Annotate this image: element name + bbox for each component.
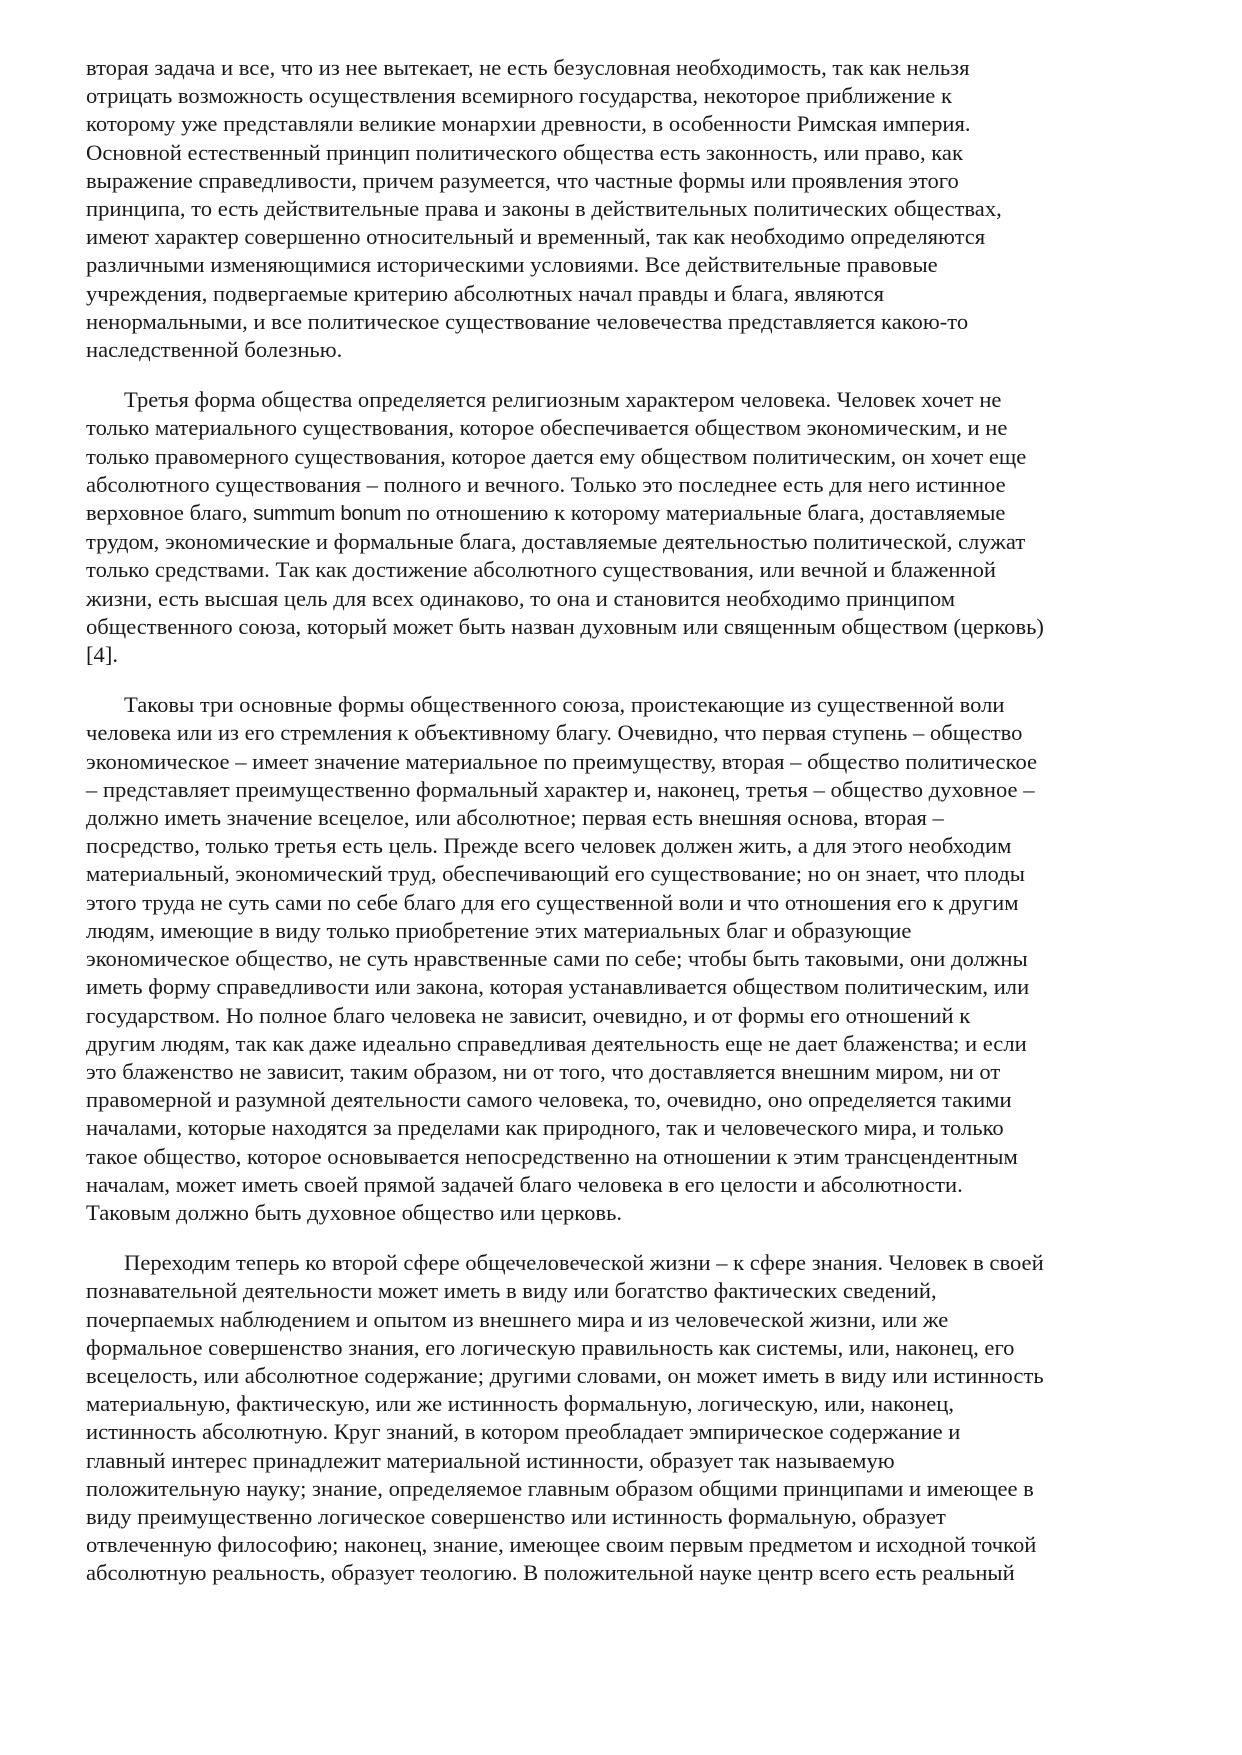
text-line: трудом, экономические и формальные блага, доставляемые деятельностью политической, служат <box>86 529 1026 555</box>
paragraph-4 <box>86 1249 1168 1587</box>
text-line: Таковым должно быть духовное общество или церковь. <box>86 1199 623 1225</box>
paragraph-3 <box>86 691 1168 1227</box>
text-line: принципа, то есть действительные права и законы в действительных политических обществах, <box>86 196 1002 222</box>
text-line: экономическое – имеет значение материальное по преимуществу, вторая – общество политическое <box>86 748 1038 774</box>
text-line: материальный, экономический труд, обеспечивающий его существование; но он знает, что плоды <box>86 861 1025 887</box>
text-line: экономическое общество, не суть нравственные сами по себе; чтобы быть таковыми, они должны <box>86 946 1028 972</box>
text-line: [4]. <box>86 642 118 668</box>
text-line: формальное совершенство знания, его логическую правильность как системы, или, наконец, его <box>86 1334 1015 1360</box>
text-line: людям, имеющие в виду только приобретение этих материальных благ и образующие <box>86 917 912 943</box>
text-line: виду преимущественно логическое совершенство или истинность формальную, образует <box>86 1503 946 1529</box>
text-line: такое общество, которое основывается непосредственно на отношении к этим трансцендентным <box>86 1143 1018 1169</box>
text-line: почерпаемых наблюдением и опытом из внешнего мира и из человеческой жизни, или же <box>86 1306 949 1332</box>
text-line: Третья форма общества определяется религиозным характером человека. Человек хочет не <box>124 387 1002 413</box>
text-line: познавательной деятельности может иметь в виду или богатство фактических сведений, <box>86 1278 937 1304</box>
text-line: верховное благо, summum bonum по отношению к которому материальные блага, доставляемые <box>86 500 1006 526</box>
text-line: посредство, только третья есть цель. Прежде всего человек должен жить, а для этого необходим <box>86 833 1012 859</box>
text-line: этого труда не суть сами по себе благо для его существенной воли и что отношения его к другим <box>86 889 1019 915</box>
text-line: только средствами. Так как достижение абсолютного существования, или вечной и блаженной <box>86 557 996 583</box>
text-line: только материального существования, которое обеспечивается обществом экономическим, и не <box>86 415 1008 441</box>
paragraph-2 <box>86 386 1168 669</box>
text-line: должно иметь значение всецелое, или абсолютное; первая есть внешняя основа, вторая – <box>86 805 944 831</box>
text-line: отрицать возможность осуществления всемирного государства, некоторое приближение к <box>86 83 952 109</box>
text-line: иметь форму справедливости или закона, которая устанавливается обществом политическим, или <box>86 974 1030 1000</box>
paragraph-1 <box>86 54 1168 364</box>
text-line: только правомерного существования, которое дается ему обществом политическим, он хочет еще <box>86 443 1027 469</box>
text-line: правомерной и разумной деятельности самого человека, то, очевидно, оно определяется такими <box>86 1087 1012 1113</box>
text-line: общественного союза, который может быть назван духовным или священным обществом (церковь) <box>86 613 1044 639</box>
text-line: главный интерес принадлежит материальной истинности, образует так называемую <box>86 1447 895 1473</box>
text-line: имеют характер совершенно относительный и временный, так как необходимо определяются <box>86 224 986 250</box>
text-line: абсолютного существования – полного и вечного. Только это последнее есть для него истинное <box>86 471 1006 497</box>
text-line: Основной естественный принцип политического общества есть законность, или право, как <box>86 139 963 165</box>
text-line: всецелость, или абсолютное содержание; другими словами, он может иметь в виду или истинность <box>86 1362 1044 1388</box>
latin-phrase: summum bonum <box>253 502 401 526</box>
text-line: вторая задача и все, что из нее вытекает, не есть безусловная необходимость, так как нельзя <box>86 55 970 80</box>
text-line: другим людям, так как даже идеально справедливая деятельность еще не дает блаженства; и если <box>86 1030 1027 1056</box>
text-line: истинность абсолютную. Круг знаний, в котором преобладает эмпирическое содержание и <box>86 1419 961 1445</box>
text-line: различными изменяющимися историческими условиями. Все действительные правовые <box>86 252 938 278</box>
text-line: это блаженство не зависит, таким образом, ни от того, что доставляется внешним миром, ни от <box>86 1058 1001 1084</box>
text-line: которому уже представляли великие монархии древности, в особенности Римская империя. <box>86 111 971 137</box>
text-line: материальную, фактическую, или же истинность формальную, логическую, или, наконец, <box>86 1391 955 1417</box>
text-line: человека или из его стремления к объективному благу. Очевидно, что первая ступень – общество <box>86 720 1023 746</box>
text-line: наследственной болезнью. <box>86 337 343 363</box>
text-line: положительную науку; знание, определяемое главным образом общими принципами и имеющее в <box>86 1475 1034 1501</box>
text-line: ненормальными, и все политическое существование человечества представляется какою-то <box>86 308 969 334</box>
text-line: государством. Но полное благо человека не зависит, очевидно, и от формы его отношений к <box>86 1002 971 1028</box>
text-line: абсолютную реальность, образует теологию. В положительной науке центр всего есть реальный <box>86 1560 1015 1586</box>
text-line: Переходим теперь ко второй сфере общечеловеческой жизни – к сфере знания. Человек в своей <box>124 1250 1044 1276</box>
text-line: учреждения, подвергаемые критерию абсолютных начал правды и блага, являются <box>86 280 884 306</box>
text-line: началами, которые находятся за пределами как природного, так и человеческого мира, и только <box>86 1115 1004 1141</box>
text-line: началам, может иметь своей прямой задачей благо человека в его целости и абсолютности. <box>86 1171 963 1197</box>
text-line: жизни, есть высшая цель для всех одинаково, то она и становится необходимо принципом <box>86 585 956 611</box>
text-line: выражение справедливости, причем разумеется, что частные формы или проявления этого <box>86 167 959 193</box>
text-line: отвлеченную философию; наконец, знание, имеющее своим первым предметом и исходной точкой <box>86 1532 1037 1558</box>
document-page <box>86 54 1168 1610</box>
text-line: – представляет преимущественно формальный характер и, наконец, третья – общество духовное – <box>86 776 1035 802</box>
text-line: Таковы три основные формы общественного союза, проистекающие из существенной воли <box>124 692 1005 718</box>
